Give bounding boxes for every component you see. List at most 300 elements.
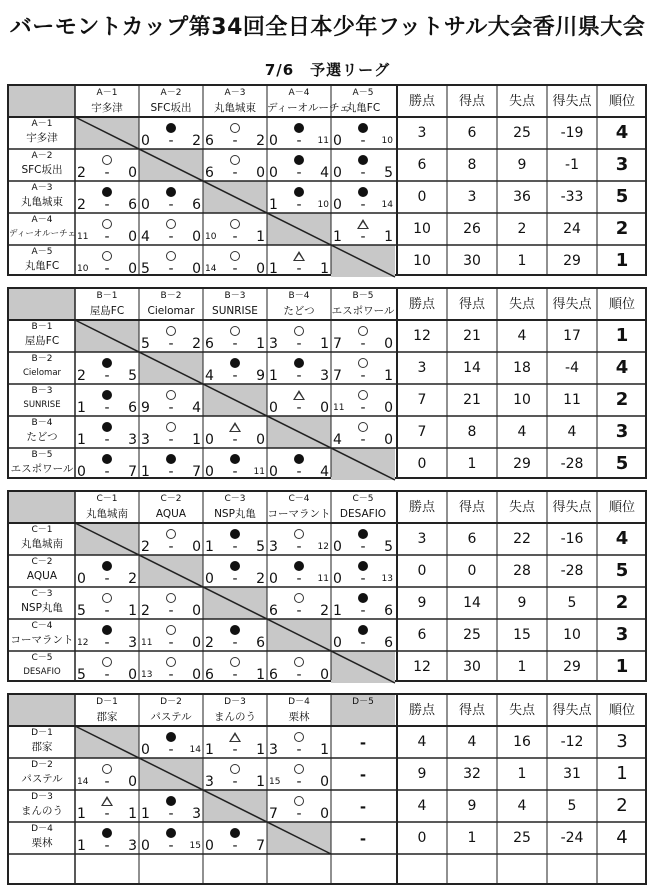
- team-code: A－4: [288, 88, 310, 98]
- rank-value: 4: [615, 122, 629, 143]
- points-value: 6: [417, 627, 427, 643]
- goals-for-value: 26: [463, 221, 481, 237]
- score-away: 3: [128, 432, 137, 448]
- team-code: C－2: [160, 494, 182, 504]
- score-dash: -: [296, 742, 302, 758]
- score-dash: -: [168, 197, 174, 213]
- match-cell: [267, 651, 331, 683]
- score-home: 0: [77, 571, 86, 587]
- stats-header: 失点: [508, 94, 535, 109]
- score-away: 0: [192, 603, 201, 619]
- team-name: 屋島FC: [24, 335, 60, 347]
- team-name: Cielomar: [22, 368, 62, 378]
- rank-value: 4: [615, 357, 629, 378]
- score-home: 1: [269, 197, 278, 213]
- loss-marker-filled-circle: [166, 123, 176, 133]
- goals-for-value: 21: [463, 328, 481, 344]
- stats-header: 失点: [508, 297, 535, 312]
- row-header-team: [9, 117, 75, 149]
- score-away: 2: [320, 603, 329, 619]
- no-match-dash: -: [359, 830, 367, 848]
- score-home: 10: [77, 264, 89, 274]
- match-cell: [267, 523, 331, 555]
- rank-value: 2: [616, 795, 628, 816]
- match-cell: [267, 448, 331, 480]
- goals-against-value: 4: [517, 798, 527, 814]
- loss-marker-filled-circle: [102, 454, 112, 464]
- loss-marker-filled-circle: [294, 123, 304, 133]
- score-dash: -: [104, 667, 110, 683]
- row-header-team: [9, 523, 75, 555]
- team-code: C－4: [288, 494, 310, 504]
- match-cell: [331, 555, 395, 587]
- team-name: たどつ: [26, 431, 58, 443]
- match-cell: [203, 352, 267, 384]
- team-name: 栗林: [288, 711, 310, 723]
- match-cell: [139, 651, 203, 683]
- points-value: 12: [413, 328, 431, 344]
- score-home: 12: [77, 638, 89, 648]
- match-cell: [139, 726, 203, 758]
- team-code: C－1: [96, 494, 118, 504]
- rank-value: 1: [616, 763, 628, 784]
- loss-marker-filled-circle: [102, 625, 112, 635]
- match-cell: [203, 822, 267, 854]
- loss-marker-filled-circle: [294, 561, 304, 571]
- match-cell: [139, 320, 203, 352]
- team-code: C－2: [31, 557, 53, 567]
- match-cell: [267, 320, 331, 352]
- score-away: 0: [384, 432, 393, 448]
- score-away: 5: [384, 539, 393, 555]
- score-home: 6: [269, 667, 278, 683]
- rank-value: 4: [615, 528, 629, 549]
- win-marker-open-circle: [166, 593, 176, 603]
- row-header-team: [9, 790, 75, 822]
- score-away: 15: [189, 841, 201, 851]
- team-code: B－1: [96, 291, 118, 301]
- goals-against-value: 16: [513, 734, 531, 750]
- column-header-team: [139, 289, 203, 320]
- loss-marker-filled-circle: [358, 529, 368, 539]
- draw-marker-triangle: [229, 732, 241, 742]
- score-home: 9: [141, 400, 150, 416]
- column-header-team: [139, 695, 203, 726]
- match-cell: [331, 587, 395, 619]
- win-marker-open-circle: [294, 796, 304, 806]
- team-code: B－3: [31, 386, 53, 396]
- win-marker-open-circle: [166, 219, 176, 229]
- loss-marker-filled-circle: [102, 187, 112, 197]
- match-cell: [75, 758, 139, 790]
- group-table-b: [7, 287, 647, 479]
- score-home: 11: [141, 638, 153, 648]
- score-dash: -: [168, 464, 174, 480]
- team-name: NSP丸亀: [214, 508, 256, 520]
- match-cell: [203, 651, 267, 683]
- score-dash: -: [296, 603, 302, 619]
- score-away: 2: [192, 336, 201, 352]
- match-cell: [267, 384, 331, 416]
- score-away: 14: [381, 200, 393, 210]
- score-away: 0: [256, 261, 265, 277]
- win-marker-open-circle: [102, 764, 112, 774]
- loss-marker-filled-circle: [102, 358, 112, 368]
- team-code: D－3: [31, 792, 53, 802]
- draw-marker-triangle: [293, 390, 305, 400]
- match-cell: [75, 245, 139, 277]
- score-dash: -: [360, 432, 366, 448]
- score-dash: -: [168, 667, 174, 683]
- team-name: 屋島FC: [89, 305, 125, 317]
- score-dash: -: [232, 742, 238, 758]
- score-dash: -: [360, 336, 366, 352]
- score-dash: -: [168, 635, 174, 651]
- goals-against-value: 4: [517, 328, 527, 344]
- win-marker-open-circle: [230, 326, 240, 336]
- column-header-team: [267, 695, 331, 726]
- goal-diff-value: -24: [560, 830, 584, 846]
- score-away: 0: [192, 229, 201, 245]
- rank-value: 2: [615, 218, 629, 239]
- win-marker-open-circle: [294, 732, 304, 742]
- loss-marker-filled-circle: [230, 625, 240, 635]
- row-header-team: [9, 726, 75, 758]
- score-dash: -: [296, 571, 302, 587]
- loss-marker-filled-circle: [294, 454, 304, 464]
- score-away: 1: [192, 432, 201, 448]
- match-cell: [75, 213, 139, 245]
- score-away: 1: [320, 336, 329, 352]
- score-dash: -: [232, 229, 238, 245]
- score-home: 2: [77, 165, 86, 181]
- team-name: エスポワール: [10, 463, 74, 475]
- goals-against-value: 22: [513, 531, 531, 547]
- score-away: 0: [384, 400, 393, 416]
- match-cell: [267, 555, 331, 587]
- stats-header: 順位: [608, 500, 635, 515]
- goals-for-value: 21: [463, 392, 481, 408]
- score-dash: -: [296, 133, 302, 149]
- loss-marker-filled-circle: [358, 187, 368, 197]
- match-cell: [75, 619, 139, 651]
- win-marker-open-circle: [102, 155, 112, 165]
- score-away: 0: [192, 635, 201, 651]
- score-away: 4: [320, 464, 329, 480]
- row-header-team: [9, 448, 75, 480]
- rank-value: 3: [615, 154, 629, 175]
- score-home: 1: [333, 229, 342, 245]
- team-code: C－3: [31, 589, 53, 599]
- score-dash: -: [296, 667, 302, 683]
- score-dash: -: [104, 464, 110, 480]
- team-code: C－5: [31, 653, 53, 663]
- score-home: 1: [269, 261, 278, 277]
- score-home: 7: [269, 806, 278, 822]
- loss-marker-filled-circle: [166, 732, 176, 742]
- team-code: D－3: [224, 697, 246, 707]
- score-dash: -: [232, 261, 238, 277]
- score-home: 4: [141, 229, 150, 245]
- stats-header: 得失点: [552, 703, 592, 718]
- match-cell: [139, 416, 203, 448]
- score-dash: -: [168, 742, 174, 758]
- score-home: 6: [269, 603, 278, 619]
- score-dash: -: [168, 432, 174, 448]
- score-home: 0: [333, 539, 342, 555]
- score-home: 5: [77, 603, 86, 619]
- score-dash: -: [168, 400, 174, 416]
- score-home: 2: [141, 539, 150, 555]
- score-dash: -: [296, 368, 302, 384]
- stats-header: 勝点: [408, 500, 435, 515]
- score-dash: -: [360, 133, 366, 149]
- loss-marker-filled-circle: [166, 187, 176, 197]
- score-away: 11: [317, 136, 329, 146]
- match-cell: [203, 758, 267, 790]
- stats-header: 勝点: [408, 703, 435, 718]
- column-header-team: [139, 86, 203, 117]
- match-cell: [75, 416, 139, 448]
- win-marker-open-circle: [102, 219, 112, 229]
- team-code: C－1: [31, 525, 53, 535]
- stats-header: 失点: [508, 500, 535, 515]
- points-value: 0: [417, 189, 427, 205]
- goal-diff-value: -19: [560, 125, 584, 141]
- column-header-team: [203, 492, 267, 523]
- match-cell: [139, 384, 203, 416]
- score-home: 15: [269, 777, 281, 787]
- stats-header: 得点: [458, 703, 485, 718]
- score-away: 2: [128, 571, 137, 587]
- score-away: 3: [128, 635, 137, 651]
- points-value: 10: [413, 221, 431, 237]
- match-cell: [203, 320, 267, 352]
- score-home: 0: [269, 464, 278, 480]
- score-away: 5: [256, 539, 265, 555]
- group-table-a: [7, 84, 647, 276]
- goals-against-value: 10: [513, 392, 531, 408]
- score-home: 7: [333, 336, 342, 352]
- score-away: 0: [256, 432, 265, 448]
- score-away: 14: [189, 745, 201, 755]
- match-cell: [75, 352, 139, 384]
- goal-diff-value: 5: [567, 595, 577, 611]
- score-away: 1: [256, 742, 265, 758]
- match-cell: [75, 448, 139, 480]
- score-dash: -: [168, 838, 174, 854]
- score-away: 1: [256, 774, 265, 790]
- match-cell: [139, 181, 203, 213]
- match-cell: [331, 822, 395, 854]
- score-away: 6: [384, 635, 393, 651]
- win-marker-open-circle: [294, 657, 304, 667]
- score-dash: -: [232, 635, 238, 651]
- match-cell: [203, 523, 267, 555]
- team-name: 宇多津: [91, 102, 123, 114]
- score-dash: -: [232, 432, 238, 448]
- column-header-team: [75, 86, 139, 117]
- score-away: 1: [128, 806, 137, 822]
- points-value: 0: [417, 830, 427, 846]
- match-cell: [331, 149, 395, 181]
- win-marker-open-circle: [230, 155, 240, 165]
- rank-value: 3: [615, 421, 629, 442]
- team-code: A－2: [31, 151, 53, 161]
- team-name: 栗林: [31, 837, 53, 849]
- team-name: パステル: [21, 773, 63, 785]
- win-marker-open-circle: [230, 219, 240, 229]
- page-subtitle: 7/6 予選リーグ: [264, 61, 391, 79]
- score-home: 3: [269, 742, 278, 758]
- score-home: 1: [77, 838, 86, 854]
- points-value: 3: [417, 360, 427, 376]
- team-code: B－4: [31, 418, 53, 428]
- score-home: 1: [141, 806, 150, 822]
- win-marker-open-circle: [166, 390, 176, 400]
- team-name: エスポワール: [331, 305, 395, 317]
- score-dash: -: [296, 774, 302, 790]
- loss-marker-filled-circle: [102, 390, 112, 400]
- team-name: 丸亀城南: [86, 508, 128, 520]
- rank-value: 3: [616, 731, 628, 752]
- goals-for-value: 6: [467, 531, 477, 547]
- team-name: 丸亀FC: [345, 102, 381, 114]
- loss-marker-filled-circle: [102, 828, 112, 838]
- goal-diff-value: -4: [565, 360, 579, 376]
- score-away: 10: [381, 136, 393, 146]
- win-marker-open-circle: [230, 123, 240, 133]
- points-value: 4: [417, 798, 427, 814]
- score-dash: -: [168, 806, 174, 822]
- team-code: C－5: [352, 494, 374, 504]
- team-name: NSP丸亀: [21, 602, 63, 614]
- team-code: B－2: [160, 291, 182, 301]
- goals-for-value: 30: [463, 253, 481, 269]
- team-code: A－5: [31, 247, 53, 257]
- score-dash: -: [232, 539, 238, 555]
- loss-marker-filled-circle: [358, 625, 368, 635]
- goals-against-value: 1: [517, 659, 527, 675]
- score-home: 11: [333, 403, 345, 413]
- points-value: 0: [417, 456, 427, 472]
- goals-for-value: 25: [463, 627, 481, 643]
- team-code: B－1: [31, 322, 53, 332]
- goals-for-value: 4: [467, 734, 477, 750]
- team-code: B－4: [288, 291, 310, 301]
- score-home: 2: [77, 197, 86, 213]
- rank-value: 1: [615, 656, 629, 677]
- match-cell: [75, 384, 139, 416]
- page-title: バーモントカップ第34回全日本少年フットサル大会香川県大会: [9, 15, 646, 40]
- points-value: 4: [417, 734, 427, 750]
- team-name: SFC坂出: [21, 164, 63, 176]
- score-away: 12: [317, 542, 329, 552]
- score-home: 0: [77, 464, 86, 480]
- score-dash: -: [168, 539, 174, 555]
- match-cell: [267, 790, 331, 822]
- team-name: DESAFIO: [339, 508, 387, 520]
- score-away: 0: [384, 336, 393, 352]
- goals-against-value: 29: [513, 456, 531, 472]
- goal-diff-value: -1: [565, 157, 579, 173]
- loss-marker-filled-circle: [166, 454, 176, 464]
- team-name: [331, 709, 395, 725]
- team-code: A－4: [31, 215, 53, 225]
- score-home: 3: [269, 539, 278, 555]
- score-home: 14: [205, 264, 217, 274]
- goal-diff-value: 29: [563, 253, 581, 269]
- match-cell: [75, 555, 139, 587]
- column-header-team: [139, 492, 203, 523]
- score-home: 2: [141, 603, 150, 619]
- goals-for-value: 30: [463, 659, 481, 675]
- score-away: 4: [320, 165, 329, 181]
- row-header-team: [9, 555, 75, 587]
- goals-against-value: 1: [517, 766, 527, 782]
- match-cell: [331, 384, 395, 416]
- draw-marker-triangle: [101, 796, 113, 806]
- score-home: 4: [205, 368, 214, 384]
- team-name: まんのう: [21, 805, 63, 817]
- score-home: 0: [205, 464, 214, 480]
- team-name: 郡家: [96, 711, 118, 723]
- team-name: 丸亀城東: [21, 196, 63, 208]
- column-header-team: [267, 289, 331, 320]
- score-dash: -: [104, 603, 110, 619]
- score-home: 0: [333, 571, 342, 587]
- column-header-team: [267, 492, 331, 523]
- rank-value: 2: [615, 389, 629, 410]
- goal-diff-value: 29: [563, 659, 581, 675]
- team-code: D－2: [31, 760, 53, 770]
- score-dash: -: [232, 336, 238, 352]
- points-value: 7: [417, 424, 427, 440]
- row-header-team: [9, 245, 75, 277]
- goal-diff-value: 24: [563, 221, 581, 237]
- match-cell: [331, 213, 395, 245]
- score-home: 0: [333, 197, 342, 213]
- win-marker-open-circle: [166, 422, 176, 432]
- column-header-team: [203, 289, 267, 320]
- score-away: 6: [256, 635, 265, 651]
- score-away: 2: [192, 133, 201, 149]
- match-cell: [267, 181, 331, 213]
- row-header-team: [9, 149, 75, 181]
- score-dash: -: [360, 635, 366, 651]
- team-code: B－3: [224, 291, 246, 301]
- stats-header: 得失点: [552, 500, 592, 515]
- row-header-team: [9, 822, 75, 854]
- goal-diff-value: 10: [563, 627, 581, 643]
- stats-header: 勝点: [408, 297, 435, 312]
- column-header-team: [75, 492, 139, 523]
- win-marker-open-circle: [166, 529, 176, 539]
- match-cell: [139, 213, 203, 245]
- score-away: 6: [128, 197, 137, 213]
- goal-diff-value: 5: [567, 798, 577, 814]
- win-marker-open-circle: [102, 657, 112, 667]
- score-away: 10: [317, 200, 329, 210]
- loss-marker-filled-circle: [230, 358, 240, 368]
- score-dash: -: [104, 197, 110, 213]
- win-marker-open-circle: [358, 390, 368, 400]
- score-away: 3: [320, 368, 329, 384]
- score-home: 2: [77, 368, 86, 384]
- score-dash: -: [360, 400, 366, 416]
- score-away: 1: [320, 742, 329, 758]
- points-value: 0: [417, 563, 427, 579]
